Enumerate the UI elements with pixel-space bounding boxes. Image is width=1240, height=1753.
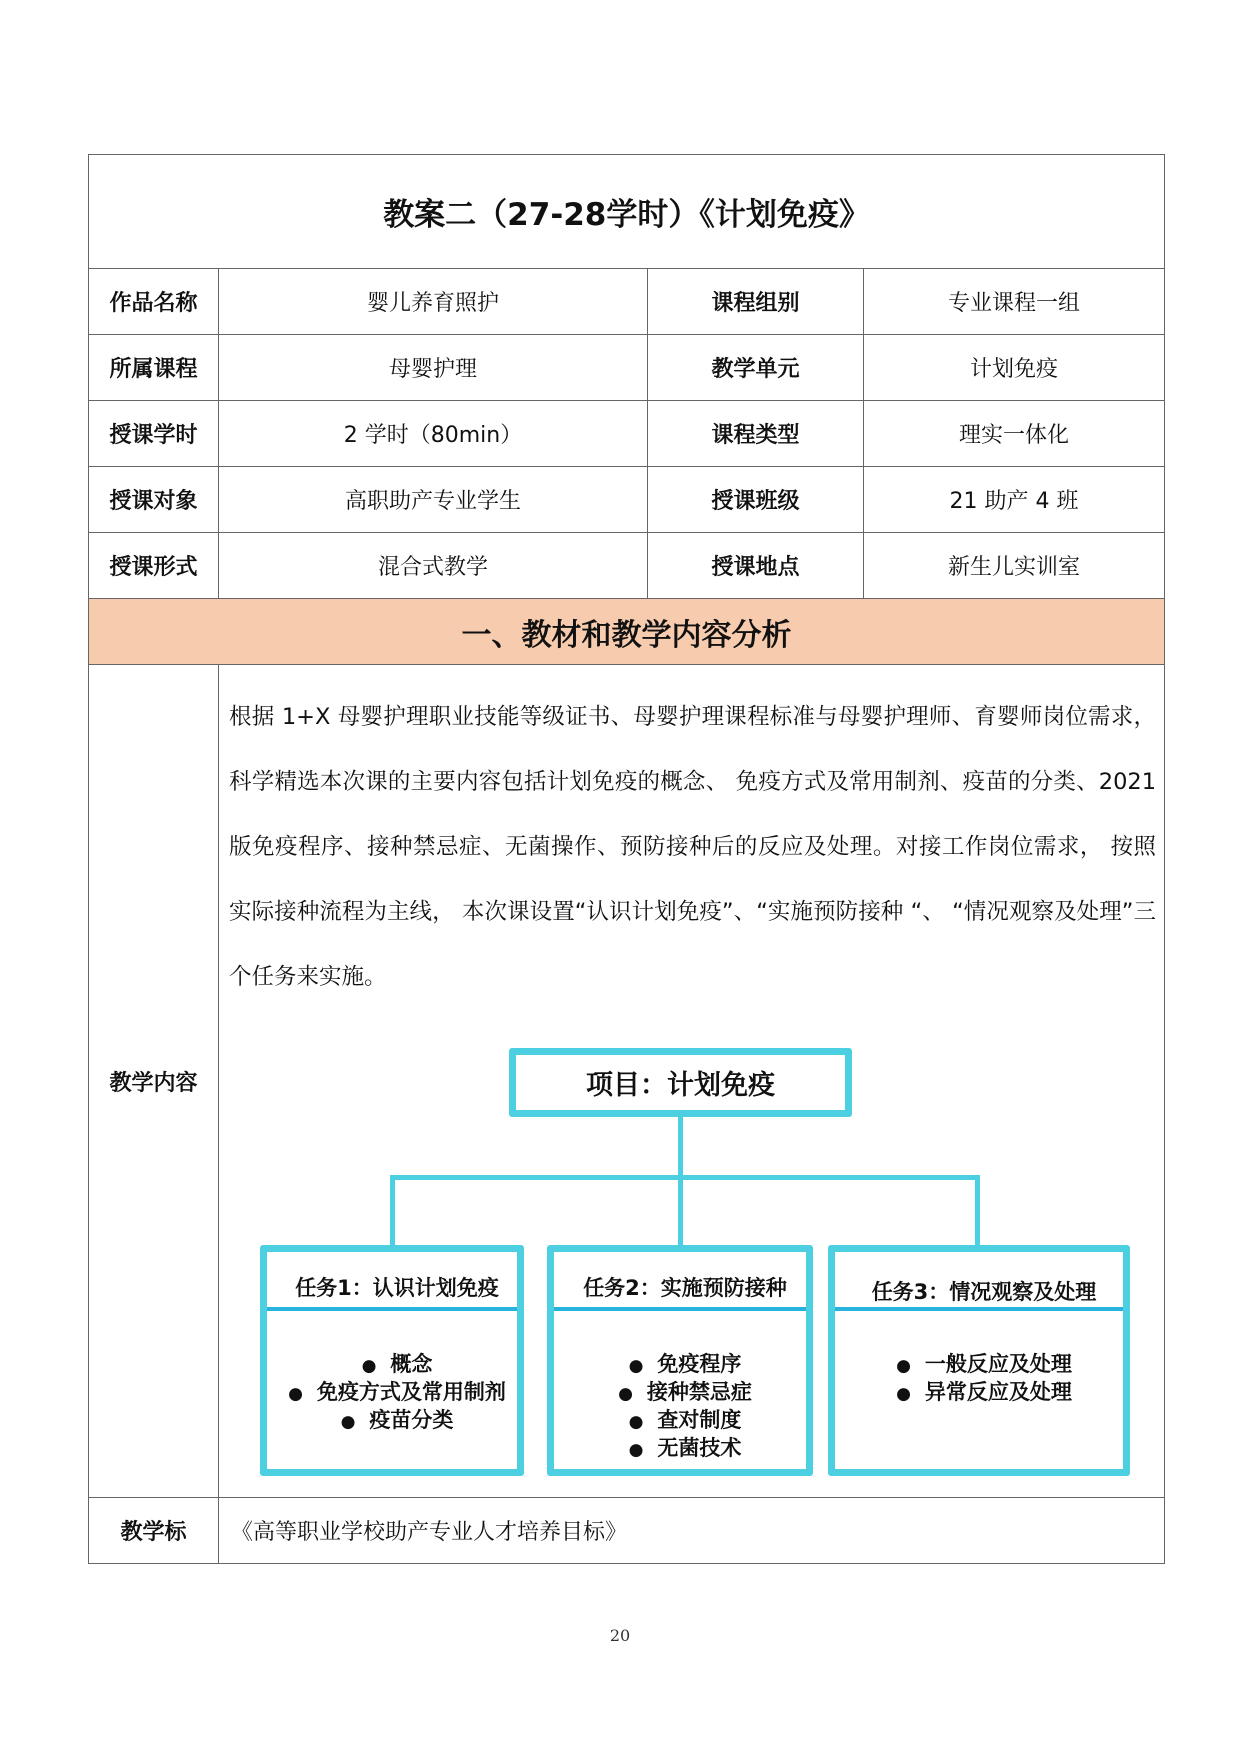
task-title: 任务3：情况观察及处理 <box>835 1252 1123 1311</box>
task-box-2 <box>547 1245 813 1476</box>
task-item: ● 免疫方式及常用制剂 <box>277 1379 517 1407</box>
page-number: 20 <box>609 1626 631 1645</box>
task-item: ● 无菌技术 <box>564 1435 806 1463</box>
label: 授课学时 <box>89 401 219 467</box>
goal-label: 教学标 <box>89 1498 219 1564</box>
label: 课程类型 <box>648 401 864 467</box>
diagram-root: 项目：计划免疫 <box>509 1048 852 1117</box>
connector-line <box>975 1175 980 1245</box>
value: 婴儿养育照护 <box>219 269 648 335</box>
goal-text: 《高等职业学校助产专业人才培养目标》 <box>219 1498 1165 1564</box>
content-label: 教学内容 <box>89 665 219 1498</box>
task-item: ● 疫苗分类 <box>277 1407 517 1435</box>
task-title: 任务1：认识计划免疫 <box>267 1252 517 1311</box>
task-item: ● 查对制度 <box>564 1407 806 1435</box>
table-row <box>89 269 1165 335</box>
label: 授课对象 <box>89 467 219 533</box>
table-row <box>89 467 1165 533</box>
task-item: ● 异常反应及处理 <box>845 1379 1123 1407</box>
label: 授课形式 <box>89 533 219 599</box>
section-header: 一、教材和教学内容分析 <box>89 599 1165 665</box>
content-paragraph: 根据 1+X 母婴护理职业技能等级证书、母婴护理课程标准与母婴护理师、育婴师岗位需求，科学精选本次课的主要内容包括计划免疫的概念、 免疫方式及常用制剂、疫苗的分类、2021 版免疫程序、接种禁忌症、无菌操作、预防接种后的反应及处理。对接工作岗位需求， 按照实际接种流程为主线， 本次课设置“认识计划免疫”、“实施预防接种 “、 “情况观察及处理”三个任务来实施。 <box>229 704 1157 990</box>
label: 教学单元 <box>648 335 864 401</box>
content-cell <box>219 665 1165 1498</box>
value: 21 助产 4 班 <box>864 467 1165 533</box>
task-item: ● 接种禁忌症 <box>564 1379 806 1407</box>
connector-line <box>390 1175 980 1180</box>
value: 计划免疫 <box>864 335 1165 401</box>
document-title: 教案二（27-28学时）《计划免疫》 <box>89 155 1165 269</box>
value: 混合式教学 <box>219 533 648 599</box>
value: 2 学时（80min） <box>219 401 648 467</box>
task-item: ● 免疫程序 <box>564 1351 806 1379</box>
label: 作品名称 <box>89 269 219 335</box>
label: 所属课程 <box>89 335 219 401</box>
label: 授课班级 <box>648 467 864 533</box>
value: 专业课程一组 <box>864 269 1165 335</box>
task-item: ● 概念 <box>277 1351 517 1379</box>
task-title: 任务2：实施预防接种 <box>554 1252 806 1311</box>
task-diagram <box>219 665 1165 1497</box>
label: 授课地点 <box>648 533 864 599</box>
value: 理实一体化 <box>864 401 1165 467</box>
connector-line <box>390 1175 395 1245</box>
task-box-3 <box>828 1245 1130 1476</box>
table-row <box>89 335 1165 401</box>
table-row <box>89 401 1165 467</box>
lesson-plan-table <box>88 154 1165 1564</box>
value: 新生儿实训室 <box>864 533 1165 599</box>
table-row <box>89 533 1165 599</box>
label: 课程组别 <box>648 269 864 335</box>
value: 母婴护理 <box>219 335 648 401</box>
task-item: ● 一般反应及处理 <box>845 1351 1123 1379</box>
task-box-1 <box>260 1245 524 1476</box>
connector-line <box>678 1117 683 1245</box>
value: 高职助产专业学生 <box>219 467 648 533</box>
